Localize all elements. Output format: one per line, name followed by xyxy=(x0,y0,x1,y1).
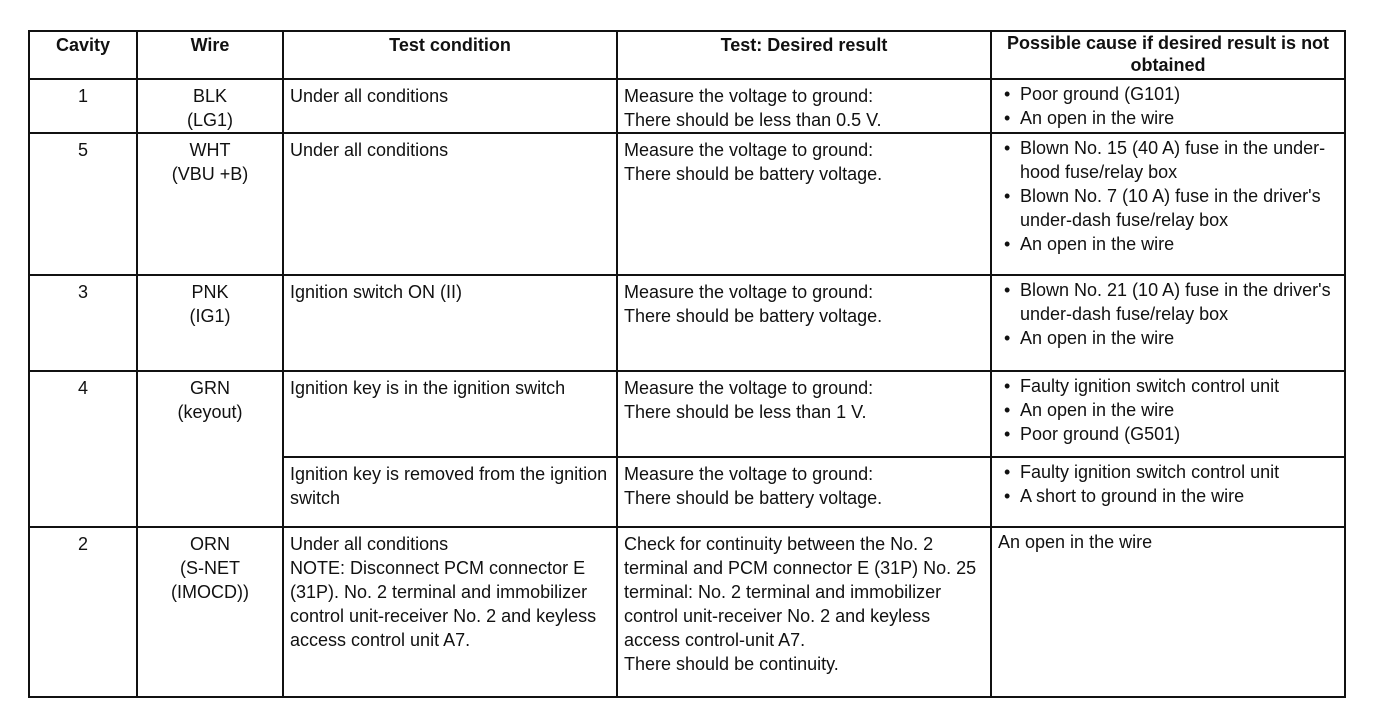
connector-test-table xyxy=(28,30,1346,698)
result-line: There should be less than 1 V. xyxy=(624,402,867,422)
cavity-cell: 4 xyxy=(29,371,137,527)
wire-cell xyxy=(137,527,283,697)
cause-cell xyxy=(991,79,1345,133)
result-cell xyxy=(617,79,991,133)
result-line: There should be battery voltage. xyxy=(624,306,883,326)
cause-item: • Faulty ignition switch control unit xyxy=(998,460,1338,484)
result-line: There should be less than 0.5 V. xyxy=(624,110,882,130)
cause-item: • Poor ground (G101) xyxy=(998,82,1338,106)
cause-list xyxy=(998,460,1338,508)
cause-text: An open in the wire xyxy=(998,532,1153,552)
cause-cell xyxy=(991,371,1345,457)
condition-note: NOTE: Disconnect PCM connector E (31P). No. 2 terminal and immobilizer control unit-receiver No. 2 and keyless access control unit A7. xyxy=(290,558,597,650)
header-row xyxy=(29,31,1345,79)
cause-item: • Faulty ignition switch control unit xyxy=(998,374,1338,398)
cause-item: • Blown No. 21 (10 A) fuse in the driver's under-dash fuse/relay box xyxy=(998,278,1338,326)
cavity-cell: 5 xyxy=(29,133,137,275)
cause-cell xyxy=(991,133,1345,275)
table-row xyxy=(29,371,1345,457)
result-cell xyxy=(617,457,991,527)
condition-cell: Under all conditions xyxy=(283,133,617,275)
wire-cell xyxy=(137,133,283,275)
cavity-cell: 2 xyxy=(29,527,137,697)
header-cavity: Cavity xyxy=(29,31,137,79)
table-row xyxy=(29,133,1345,275)
condition-cell: Under all conditions xyxy=(283,79,617,133)
cause-item: • An open in the wire xyxy=(998,106,1338,130)
table-row xyxy=(29,527,1345,697)
result-line: There should be continuity. xyxy=(624,654,839,674)
cause-item: • Blown No. 7 (10 A) fuse in the driver's under-dash fuse/relay box xyxy=(998,184,1338,232)
result-cell xyxy=(617,527,991,697)
cavity-cell: 3 xyxy=(29,275,137,371)
wire-signal: (keyout) xyxy=(177,402,243,422)
condition-cell: Ignition switch ON (II) xyxy=(283,275,617,371)
cause-item: • An open in the wire xyxy=(998,326,1338,350)
wire-signal: (IG1) xyxy=(189,306,231,326)
result-cell xyxy=(617,275,991,371)
cause-list xyxy=(998,82,1338,130)
result-line: Measure the voltage to ground: xyxy=(624,282,874,302)
wire-cell xyxy=(137,275,283,371)
header-wire: Wire xyxy=(137,31,283,79)
wire-color: WHT xyxy=(189,140,231,160)
header-test-condition: Test condition xyxy=(283,31,617,79)
wire-color: BLK xyxy=(192,86,228,106)
wire-signal: (LG1) xyxy=(186,110,233,130)
cause-cell xyxy=(991,275,1345,371)
cause-cell xyxy=(991,527,1345,697)
wire-signal: (IMOCD)) xyxy=(171,582,249,602)
result-cell xyxy=(617,371,991,457)
cause-list xyxy=(998,278,1338,350)
table-row xyxy=(29,79,1345,133)
table-row xyxy=(29,275,1345,371)
cause-item: • An open in the wire xyxy=(998,232,1338,256)
result-line: Measure the voltage to ground: xyxy=(624,378,874,398)
wire-color: ORN xyxy=(190,534,230,554)
wire-cell xyxy=(137,79,283,133)
cause-item: • Blown No. 15 (40 A) fuse in the under- hood fuse/relay box xyxy=(998,136,1338,184)
wire-color: GRN xyxy=(190,378,230,398)
cause-cell xyxy=(991,457,1345,527)
condition-cell: Ignition key is removed from the ignition switch xyxy=(283,457,617,527)
result-line: There should be battery voltage. xyxy=(624,164,883,184)
header-possible-cause: Possible cause if desired result is not obtained xyxy=(991,31,1345,79)
wire-signal: (VBU +B) xyxy=(171,164,249,184)
cause-item: • A short to ground in the wire xyxy=(998,484,1338,508)
result-line: Measure the voltage to ground: xyxy=(624,86,874,106)
wire-color: PNK xyxy=(191,282,229,302)
result-line: Measure the voltage to ground: xyxy=(624,140,874,160)
cavity-cell: 1 xyxy=(29,79,137,133)
result-cell xyxy=(617,133,991,275)
cause-list xyxy=(998,374,1338,446)
wire-cell xyxy=(137,371,283,527)
cause-item: • Poor ground (G501) xyxy=(998,422,1338,446)
result-line: Measure the voltage to ground: xyxy=(624,464,874,484)
wire-signal: (S-NET xyxy=(180,558,240,578)
condition-cell xyxy=(283,527,617,697)
result-line: Check for continuity between the No. 2 terminal and PCM connector E (31P) No. 25 terminal: No. 2 terminal and immobilizer control unit-receiver No. 2 and keyless access control-unit A7. xyxy=(624,534,977,650)
header-desired-result: Test: Desired result xyxy=(617,31,991,79)
condition-line: Under all conditions xyxy=(290,534,449,554)
cause-item: • An open in the wire xyxy=(998,398,1338,422)
condition-cell: Ignition key is in the ignition switch xyxy=(283,371,617,457)
cause-list xyxy=(998,136,1338,256)
result-line: There should be battery voltage. xyxy=(624,488,883,508)
